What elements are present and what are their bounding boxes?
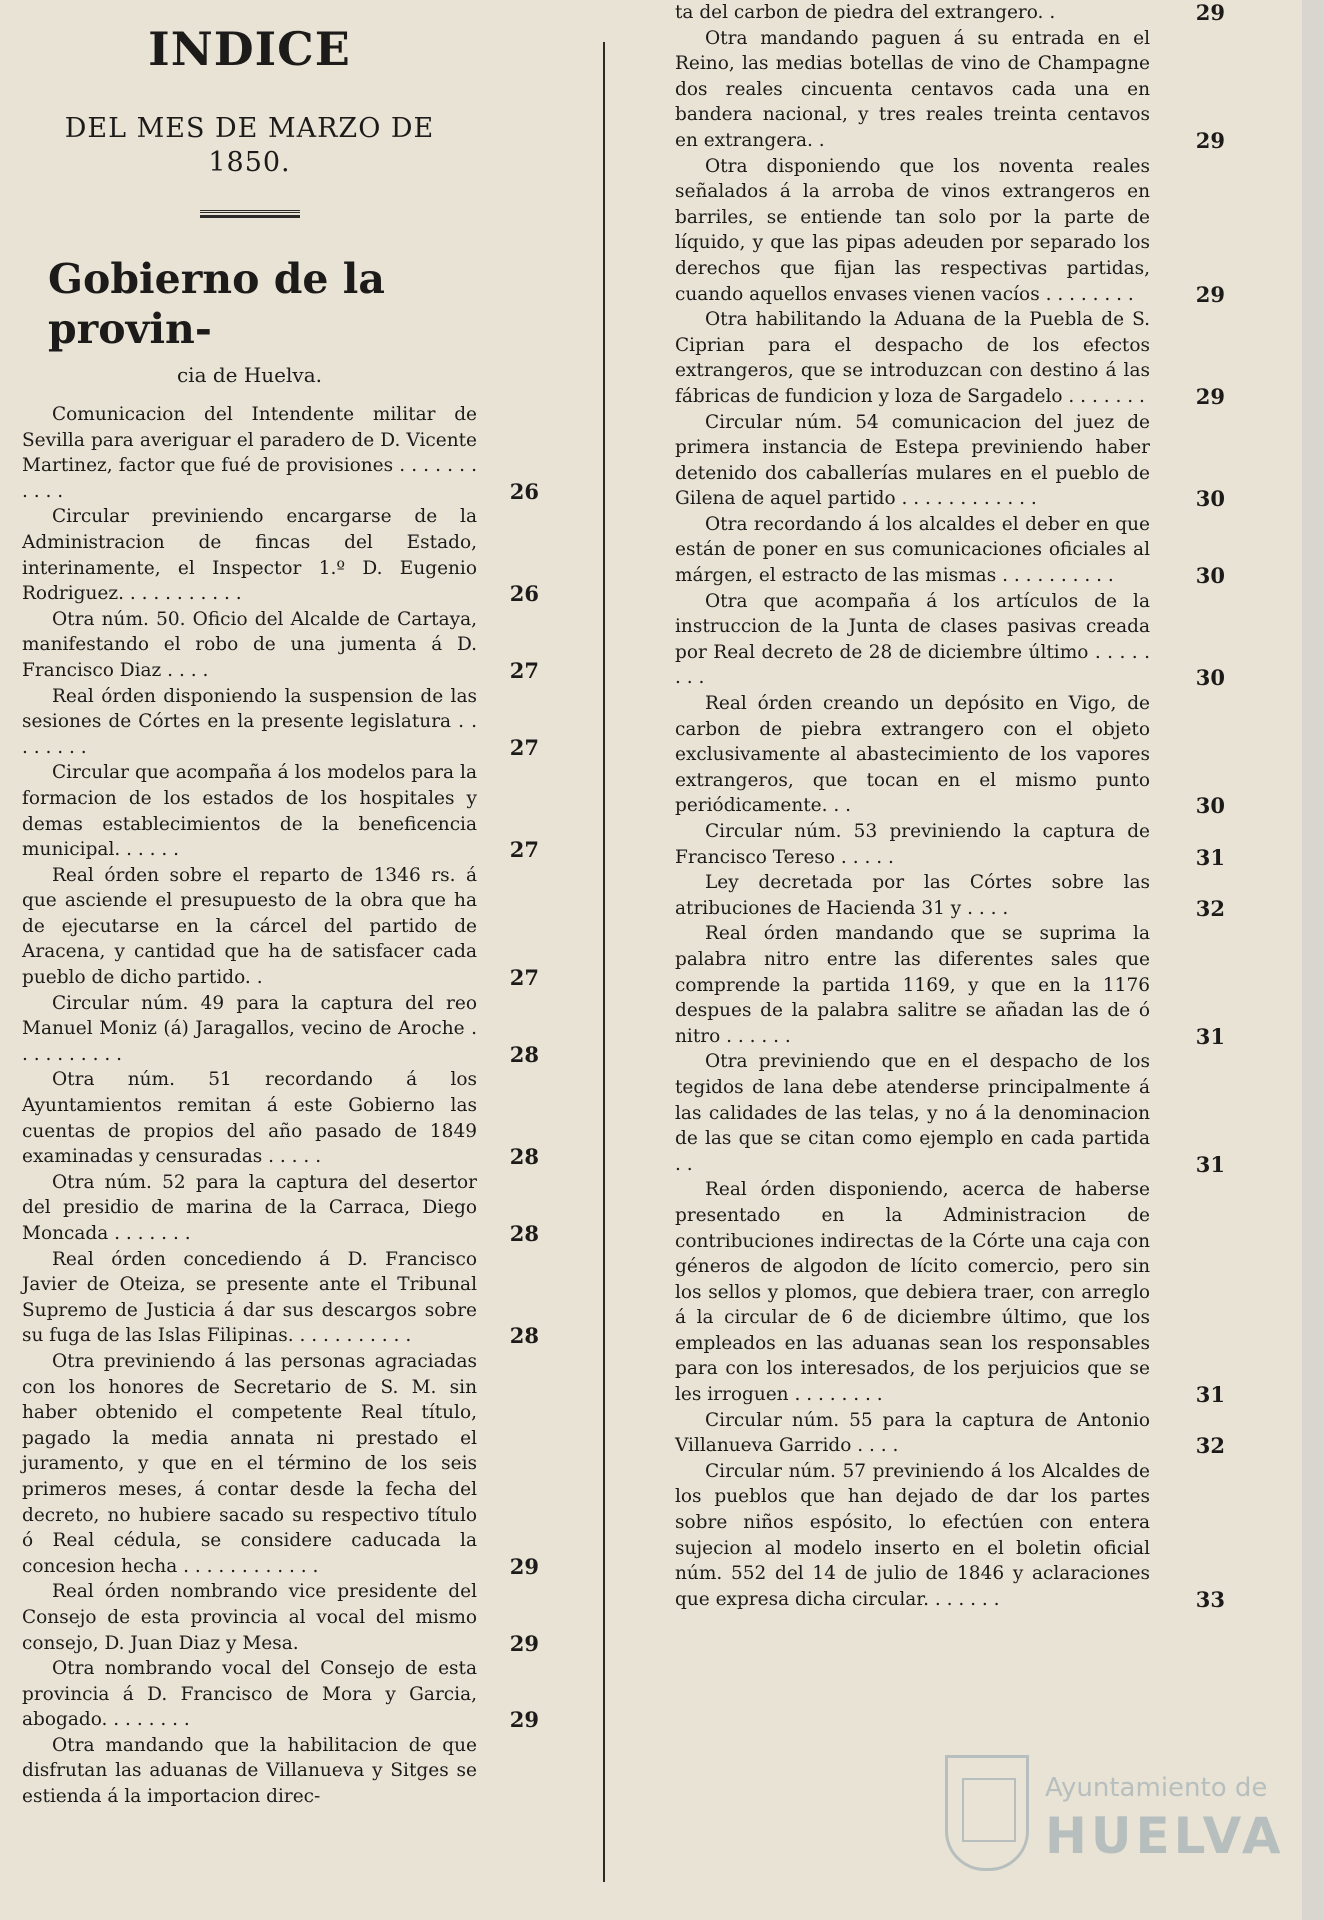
page-subtitle: DEL MES DE MARZO DE 1850. (64, 113, 435, 178)
index-entry-page: 28 (509, 1323, 539, 1349)
index-entry-text: Real órden concediendo á D. Francisco Javier de Oteiza, se presente ante el Tribunal Supremo de Justicia á dar sus descargos sobre su fuga de las Islas Filipinas. . . . . . . . . . . (22, 1248, 477, 1347)
index-entry-page: 32 (1195, 895, 1225, 921)
index-entry (675, 1049, 1225, 1177)
index-entry (22, 1349, 539, 1579)
index-entry-page: 26 (509, 581, 539, 607)
index-entry-text: Otra disponiendo que los noventa reales señalados á la arroba de vinos extrangeros en barriles, se entiende tan solo por la parte de líquido, y que las pipas adeuden por separado los derechos que fijan las respectivas partidas, cuando aquellos envases vienen vacíos . . . . . . . . (675, 155, 1150, 305)
index-entry-page: 28 (509, 1041, 539, 1067)
index-entry-text: Otra previniendo que en el despacho de los tegidos de lana debe atenderse principalmente á las calidades de las telas, y no á la denominacion de las que se citan como ejemplo en cada partida . . (675, 1051, 1150, 1175)
index-entry (22, 607, 539, 684)
section-title: Gobierno de la provin- (48, 255, 385, 353)
index-entry-page: 29 (1195, 383, 1225, 409)
index-entry (675, 870, 1225, 921)
index-entry-page: 27 (509, 734, 539, 760)
index-entry-page: 29 (1195, 127, 1225, 153)
index-entry-page: 30 (1195, 793, 1225, 819)
index-entry (675, 512, 1225, 589)
index-entry (22, 1170, 539, 1247)
index-entry-text: Real órden creando un depósito en Vigo, de carbon de piebra extrangero con el objeto exclusivamente al abastecimiento de los vapores extrangeros, que tocan en el mismo punto periódicamente. . . (675, 693, 1150, 817)
left-column (22, 0, 539, 1810)
right-column (675, 0, 1225, 1612)
index-entry (22, 1656, 539, 1733)
index-entry-text: Circular núm. 49 para la captura del reo Manuel Moniz (á) Jaragallos, vecino de Aroche . . . . . . . . . . (22, 992, 477, 1065)
index-entry-page: 33 (1195, 1586, 1225, 1612)
index-entry (22, 402, 539, 504)
index-entry-page: 26 (509, 478, 539, 504)
index-entry (675, 307, 1225, 409)
index-entry (22, 991, 539, 1068)
index-entry-text: Circular núm. 54 comunicacion del juez de primera instancia de Estepa previniendo haber detenido dos caballerías mulares en el pueblo de Gilena de aquel partido . . . . . . . . . . . . (675, 411, 1150, 510)
index-entry-page: 27 (509, 837, 539, 863)
watermark-logo (945, 1755, 1315, 1885)
index-entry-text: Otra habilitando la Aduana de la Puebla de S. Ciprian para el despacho de los efectos extrangeros, que se introduzcan con destino á las fábricas de fundicion y loza de Sargadelo . . . . . . . (675, 309, 1150, 407)
index-entry-page: 28 (509, 1144, 539, 1170)
index-entry-text: Otra recordando á los alcaldes el deber en que están de poner en sus comunicaciones oficiales al márgen, el estracto de las mismas . . . . . . . . . . (675, 513, 1150, 587)
index-entry (675, 0, 1225, 26)
index-entry-text: Circular núm. 53 previniendo la captura de Francisco Tereso . . . . . (675, 821, 1150, 868)
watermark-line2: HUELVA (1045, 1807, 1285, 1865)
index-entry-page: 29 (1195, 281, 1225, 307)
index-entry (22, 504, 539, 607)
index-entry-text: Otra mandando paguen á su entrada en el Reino, las medias botellas de vino de Champagne dos reales cincuenta centavos cada una en bandera nacional, y tres reales treinta centavos en extrangera. . (675, 27, 1150, 151)
index-entry-page: 29 (1195, 0, 1225, 25)
index-entry-page: 32 (1195, 1433, 1225, 1459)
index-entry (675, 589, 1225, 691)
index-entry-page: 31 (1195, 1382, 1225, 1408)
index-entry-text: Real órden mandando que se suprima la palabra nitro entre las diferentes sales que comprende la partida 1169, y que en la 1176 despues de la palabra salitre se añadan las de ó nitro . . . . . . (675, 923, 1150, 1047)
index-entry-text: Ley decretada por las Córtes sobre las atribuciones de Hacienda 31 y . . . . (675, 872, 1150, 919)
index-entry-page: 30 (1195, 665, 1225, 691)
index-entry-text: Circular núm. 57 previniendo á los Alcaldes de los pueblos que han dejado de dar los partes sobre niños espósito, lo efectúen con entera sujecion al modelo inserto en el boletin oficial núm. 552 del 14 de julio de 1846 y aclaraciones que expresa dicha circular. . . . . . . (675, 1460, 1150, 1610)
index-entry (675, 154, 1225, 308)
section-title-continuation: cia de Huelva. (176, 363, 322, 387)
index-entry-text: Real órden disponiendo, acerca de haberse presentado en la Administracion de contribuciones indirectas de la Córte una caja con géneros de algodon de lícito comercio, pero sin los sellos y plomos, que debiera traer, con arreglo á la circular de 6 de diciembre último, que los empleados en las aduanas sean los responsables para con los interesados, de los perjuicios que se les irroguen . . . . . . . . (675, 1179, 1150, 1406)
index-entry-text: Circular núm. 55 para la captura de Antonio Villanueva Garrido . . . . (675, 1409, 1150, 1457)
index-entry (22, 684, 539, 761)
index-entry-page: 29 (509, 1707, 539, 1733)
index-entry (675, 819, 1225, 870)
index-entry-text: Otra núm. 51 recordando á los Ayuntamientos remitan á este Gobierno las cuentas de propios del año pasado de 1849 examinadas y censuradas . . . . . (22, 1069, 477, 1168)
page-edge (1302, 0, 1324, 1920)
index-entry (675, 691, 1225, 819)
index-entry-text: Circular que acompaña á los modelos para la formacion de los estados de los hospitales y demas establecimientos de la beneficencia municipal. . . . . . (22, 762, 477, 861)
index-entry-text: Real órden disponiendo la suspension de las sesiones de Córtes en la presente legislatura . . . . . . . . (22, 685, 477, 758)
index-entry-page: 31 (1195, 1151, 1225, 1177)
ornament-divider (200, 210, 300, 218)
index-entry-page: 31 (1195, 1023, 1225, 1049)
shield-icon (945, 1755, 1029, 1871)
index-entry-page: 27 (509, 965, 539, 991)
index-entry (675, 1459, 1225, 1613)
index-entry (22, 1733, 477, 1810)
page-title: INDICE (148, 22, 351, 76)
index-entry (22, 760, 539, 863)
index-entry-text: Circular previniendo encargarse de la Administracion de fincas del Estado, interinamente, el Inspector 1.º D. Eugenio Rodriguez. . . . . . . . . . . (22, 506, 477, 605)
index-entry (675, 1408, 1225, 1459)
index-entry-text: ta del carbon de piedra del extrangero. . (675, 2, 1056, 23)
index-entry-page: 30 (1195, 563, 1225, 589)
index-entry-text: Comunicacion del Intendente militar de Sevilla para averiguar el paradero de D. Vicente Martinez, factor que fué de provisiones . . . . . . . . . . . (22, 404, 477, 502)
column-divider (603, 42, 605, 1882)
index-entry-page: 27 (509, 657, 539, 683)
watermark-line1: Ayuntamiento de (1045, 1773, 1268, 1803)
index-entry-text: Otra que acompaña á los artículos de la instruccion de la Junta de clases pasivas creada por Real decreto de 28 de diciembre último . . . . . . . . (675, 590, 1150, 689)
index-entry (22, 1579, 539, 1656)
index-entry-page: 28 (509, 1221, 539, 1246)
index-entry-page: 30 (1195, 486, 1225, 512)
index-entry-text: Otra mandando que la habilitacion de que disfrutan las aduanas de Villanueva y Sitges se estienda á la importacion direc- (22, 1734, 477, 1808)
index-entry-text: Otra núm. 50. Oficio del Alcalde de Cartaya, manifestando el robo de una jumenta á D. Francisco Diaz . . . . (22, 608, 477, 681)
index-list-left (22, 402, 539, 1810)
index-entry (22, 1067, 539, 1170)
index-entry-page: 29 (509, 1553, 539, 1579)
index-entry-text: Otra nombrando vocal del Consejo de esta provincia á D. Francisco de Mora y Garcia, abogado. . . . . . . . (22, 1658, 477, 1731)
index-entry-text: Real órden nombrando vice presidente del Consejo de esta provincia al vocal del mismo consejo, D. Juan Diaz y Mesa. (22, 1581, 477, 1654)
index-entry (22, 1247, 539, 1349)
index-list-right (675, 0, 1225, 1612)
index-entry (675, 1177, 1225, 1408)
index-entry-page: 29 (509, 1630, 539, 1656)
index-entry (22, 863, 539, 991)
index-entry-text: Otra núm. 52 para la captura del desertor del presidio de marina de la Carraca, Diego Moncada . . . . . . . (22, 1171, 477, 1244)
index-entry (675, 26, 1225, 154)
index-entry-text: Otra previniendo á las personas agraciadas con los honores de Secretario de S. M. sin haber obtenido el competente Real título, pagado la media annata ni prestado el juramento, y que en el término de los seis primeros meses, á contar desde la fecha del decreto, no hubiere sacado su respectivo título ó Real cédula, se considere caducada la concesion hecha . . . . . . . . . . . . (22, 1350, 477, 1577)
index-entry (675, 921, 1225, 1049)
index-entry-text: Real órden sobre el reparto de 1346 rs. á que asciende el presupuesto de la obra que ha de ejecutarse en la cárcel del partido de Aracena, y cantidad que ha de satisfacer cada pueblo de dicho partido. . (22, 864, 477, 989)
index-entry-page: 31 (1195, 844, 1225, 870)
index-entry (675, 410, 1225, 512)
